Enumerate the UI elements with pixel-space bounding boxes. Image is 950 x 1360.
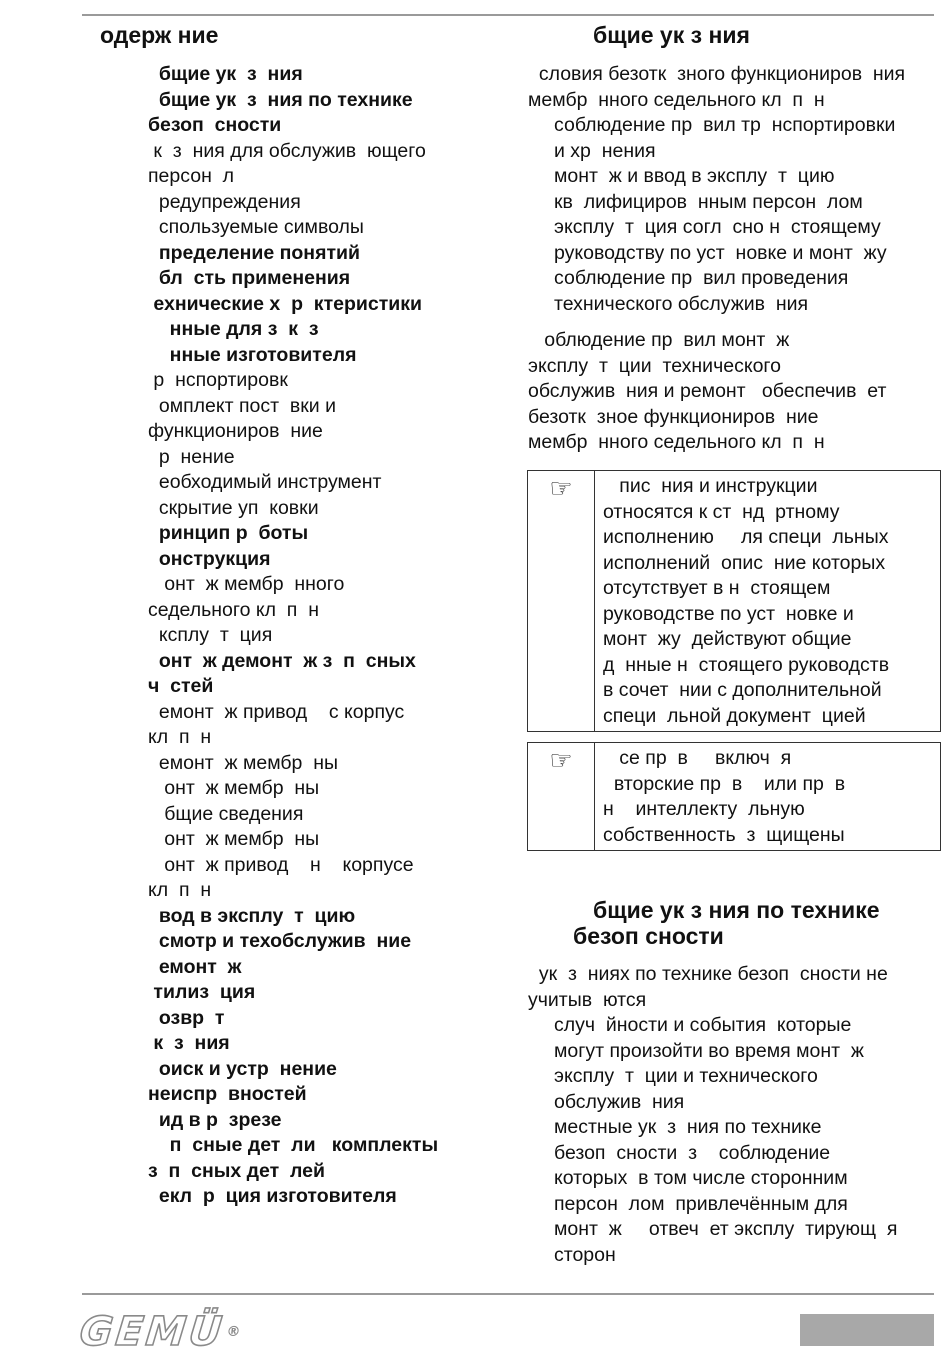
- toc-entry: безоп сности: [148, 114, 282, 136]
- logo-text: GEMÜ: [77, 1309, 227, 1355]
- list-item: эксплу т ция согл сно н стоящему руководству по уст новке и монт жу: [554, 216, 887, 264]
- safety-exclusions-list: [528, 1013, 940, 1268]
- toc-entry: бщие ук з ния по технике: [148, 88, 413, 111]
- toc-entry: озвр т: [148, 1006, 225, 1029]
- toc-entry: онт ж мембр ны: [148, 777, 320, 799]
- toc-entry: к з ния для обслужив ющего: [148, 139, 426, 162]
- general-intro: словия безотк зного функциониров ния мембр нного седельного кл п н: [528, 63, 906, 111]
- note-icon-cell: [528, 471, 595, 731]
- toc-entry: ехнические х р ктеристики: [148, 292, 422, 315]
- note-text: се пр в включ я вторские пр в или пр в н интеллекту льную собственность з щищены: [603, 747, 846, 846]
- list-item: случ йности и события которые могут произойти во время монт ж эксплу т ции и технического обслужив ния: [554, 1014, 864, 1113]
- toc-entry: ринцип р боты: [148, 522, 309, 544]
- note-text: пис ния и инструкции относятся к ст нд ртному исполнению ля специ льных исполнений опис ние которых отсутствует в н стоящем руководстве по уст новке и монт жу действуют общие д нные н стоящего руководств в сочет нии с дополнительной специ льной документ цией: [603, 475, 890, 727]
- safety-section-title: бщие ук з ния по технике: [593, 897, 880, 923]
- list-item: соблюдение пр вил тр нспортировки и хр нения: [554, 114, 896, 162]
- toc-entry: ксплу т ция: [148, 624, 273, 646]
- bottom-rule: [82, 1293, 934, 1295]
- top-rule: [82, 14, 934, 16]
- toc-list: [148, 62, 518, 1210]
- list-item: местные ук з ния по технике безоп сности з соблюдение которых в том числе сторонним персон лом привлечённым для монт ж отвеч ет эксплу тирующ я сторон: [554, 1116, 898, 1266]
- toc-entry: онструкция: [148, 547, 271, 570]
- pointing-hand-icon: ☞: [549, 745, 573, 775]
- general-paragraph: облюдение пр вил монт ж эксплу т ции технического обслужив ния и ремонт обеспечив ет безотк зное функциониров ние мембр нного седельного кл п н: [528, 329, 887, 453]
- toc-entry: онт ж мембр ны: [148, 828, 320, 850]
- note-box-standard-version: [527, 470, 941, 732]
- general-section-title: бщие ук з ния: [593, 22, 750, 48]
- pointing-hand-icon: ☞: [549, 473, 573, 503]
- registered-mark: ®: [225, 1324, 245, 1340]
- toc-entry: спользуемые символы: [148, 216, 364, 238]
- list-item: кв лифициров нным персон лом: [554, 190, 863, 213]
- toc-entry: р нспортировк: [148, 369, 288, 391]
- toc-entry: бщие ук з ния: [148, 63, 303, 85]
- toc-entry: оиск и устр нение: [148, 1057, 337, 1080]
- toc-entry: седельного кл п н: [148, 598, 319, 621]
- toc-entry: скрытие уп ковки: [148, 496, 319, 519]
- toc-entry: еобходимый инструмент: [148, 471, 382, 493]
- toc-entry: смотр и техобслужив ние: [148, 930, 412, 952]
- note-icon-cell: [528, 743, 595, 850]
- list-item: соблюдение пр вил проведения технического обслужив ния: [554, 267, 849, 315]
- toc-entry: к з ния: [148, 1032, 230, 1054]
- toc-title: одерж ние: [100, 22, 219, 48]
- safety-section-title-line2: безоп сности: [573, 923, 724, 949]
- toc-entry: нные для з к з: [148, 318, 319, 340]
- page-number-box: [800, 1314, 934, 1346]
- general-conditions-list: [528, 113, 940, 317]
- toc-entry: омплект пост вки и: [148, 394, 336, 417]
- toc-entry: бщие сведения: [148, 802, 304, 825]
- note-box-copyright: [527, 742, 941, 851]
- toc-entry: емонт ж мембр ны: [148, 751, 339, 774]
- toc-entry: кл п н: [148, 879, 212, 901]
- toc-entry: ид в р зрезе: [148, 1108, 282, 1131]
- toc-entry: нные изготовителя: [148, 343, 357, 366]
- toc-entry: пределение понятий: [148, 241, 360, 264]
- toc-entry: персон л: [148, 165, 235, 187]
- toc-entry: екл р ция изготовителя: [148, 1185, 397, 1207]
- toc-entry: емонт ж привод с корпус: [148, 700, 405, 723]
- toc-entry: вод в эксплу т цию: [148, 904, 356, 927]
- toc-entry: редупреждения: [148, 190, 301, 213]
- toc-entry: емонт ж: [148, 955, 242, 978]
- toc-entry: з п сных дет лей: [148, 1159, 325, 1182]
- toc-entry: неиспр вностей: [148, 1083, 307, 1105]
- toc-entry: онт ж привод н корпусе: [148, 853, 414, 876]
- toc-entry: онт ж демонт ж з п сных: [148, 649, 416, 672]
- gemu-logo: [78, 1310, 246, 1354]
- toc-entry: функциониров ние: [148, 420, 323, 442]
- toc-entry: онт ж мембр нного: [148, 573, 345, 595]
- toc-entry: п сные дет ли комплекты: [148, 1134, 439, 1156]
- list-item: монт ж и ввод в эксплу т цию: [554, 165, 835, 187]
- toc-entry: тилиз ция: [148, 981, 256, 1003]
- toc-entry: ч стей: [148, 675, 214, 697]
- toc-entry: р нение: [148, 445, 235, 468]
- toc-entry: кл п н: [148, 726, 212, 748]
- safety-intro: ук з ниях по технике безоп сности не учитыв ются: [528, 963, 888, 1011]
- toc-entry: бл сть применения: [148, 267, 351, 289]
